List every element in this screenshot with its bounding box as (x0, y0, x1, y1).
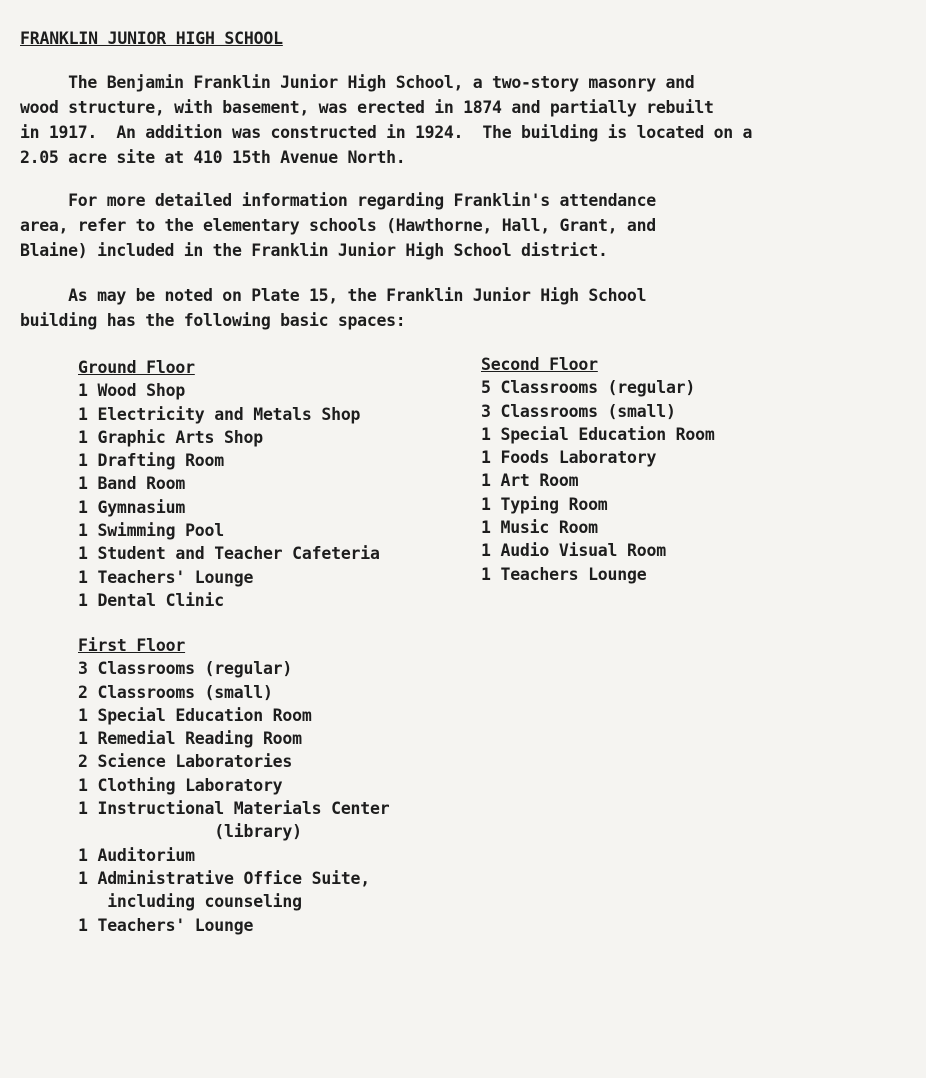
list-item-continuation: (library) (78, 822, 302, 842)
list-item: 1 Teachers' Lounge (78, 915, 254, 935)
ground-floor-list (78, 356, 380, 612)
second-floor-heading: Second Floor (481, 355, 598, 374)
list-item: 1 Drafting Room (78, 451, 225, 471)
list-item: 1 Teachers Lounge (481, 564, 647, 584)
first-floor-heading: First Floor (78, 636, 186, 655)
list-item: 1 Music Room (481, 518, 598, 538)
list-item: 1 Instructional Materials Center (78, 799, 390, 819)
ground-floor-heading: Ground Floor (78, 358, 195, 377)
paragraph-line: 2.05 acre site at 410 15th Avenue North. (20, 148, 406, 167)
list-item: 1 Clothing Laboratory (78, 775, 283, 795)
list-item: 1 Auditorium (78, 845, 195, 865)
list-item-continuation: including counseling (78, 892, 302, 912)
list-item: 1 Remedial Reading Room (78, 729, 302, 749)
paragraph-line: in 1917. An addition was constructed in 1924. The building is located on a (20, 123, 753, 142)
list-item: 1 Typing Room (481, 494, 608, 514)
attendance-paragraph (20, 188, 920, 263)
list-item: 5 Classrooms (regular) (481, 378, 696, 398)
list-item: 1 Foods Laboratory (481, 448, 657, 468)
paragraph-line: Blaine) included in the Franklin Junior High School district. (20, 241, 608, 260)
spaces-paragraph (20, 283, 920, 333)
list-item: 2 Classrooms (small) (78, 682, 273, 702)
list-item: 1 Gymnasium (78, 497, 186, 517)
first-floor-list (78, 634, 389, 937)
list-item: 1 Dental Clinic (78, 590, 225, 610)
list-item: 1 Wood Shop (78, 381, 186, 401)
list-item: 1 Teachers' Lounge (78, 567, 254, 587)
paragraph-line: building has the following basic spaces: (20, 311, 406, 330)
list-item: 1 Electricity and Metals Shop (78, 404, 361, 424)
list-item: 1 Administrative Office Suite, (78, 868, 371, 888)
intro-paragraph (20, 70, 920, 170)
list-item: 1 Art Room (481, 471, 579, 491)
paragraph-line: For more detailed information regarding Franklin's attendance (20, 191, 656, 210)
list-item: 1 Band Room (78, 474, 186, 494)
list-item: 1 Student and Teacher Cafeteria (78, 544, 380, 564)
list-item: 1 Graphic Arts Shop (78, 427, 263, 447)
list-item: 1 Swimming Pool (78, 521, 225, 541)
second-floor-list (481, 353, 715, 586)
list-item: 1 Special Education Room (481, 424, 715, 444)
paragraph-line: As may be noted on Plate 15, the Franklin Junior High School (20, 286, 647, 305)
paragraph-line: The Benjamin Franklin Junior High School, a two-story masonry and (20, 73, 695, 92)
paragraph-line: wood structure, with basement, was erected in 1874 and partially rebuilt (20, 98, 714, 117)
list-item: 3 Classrooms (regular) (78, 659, 293, 679)
paragraph-line: area, refer to the elementary schools (Hawthorne, Hall, Grant, and (20, 216, 656, 235)
list-item: 1 Audio Visual Room (481, 541, 666, 561)
list-item: 1 Special Education Room (78, 705, 312, 725)
list-item: 3 Classrooms (small) (481, 401, 676, 421)
list-item: 2 Science Laboratories (78, 752, 293, 772)
page-title: FRANKLIN JUNIOR HIGH SCHOOL (20, 29, 283, 48)
